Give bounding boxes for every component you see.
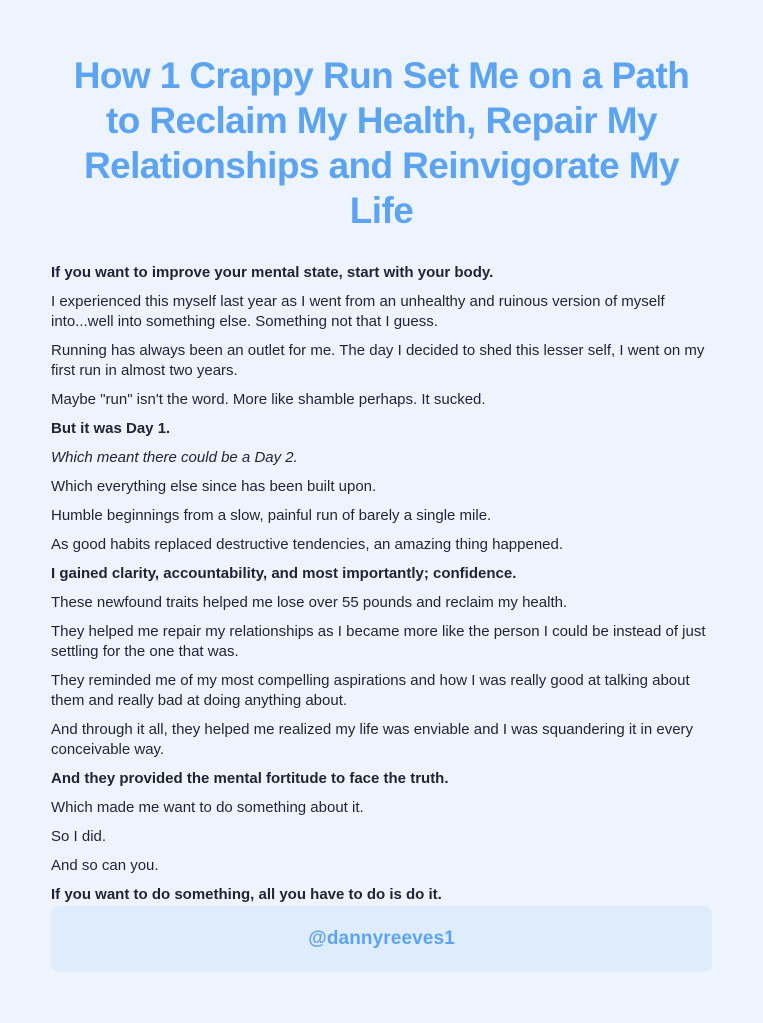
body-paragraph: Which everything else since has been built upon. <box>51 478 377 495</box>
body-paragraph: Running has always been an outlet for me. The day I decided to shed this lesser self, I went on my first run in almost two years. <box>51 342 705 379</box>
body-paragraph: Maybe "run" isn't the word. More like shamble perhaps. It sucked. <box>51 391 486 408</box>
body-paragraph: But it was Day 1. <box>51 420 171 437</box>
body-paragraph: And they provided the mental fortitude to face the truth. <box>51 770 449 787</box>
body-paragraph: I experienced this myself last year as I went from an unhealthy and ruinous version of myself into...well into something else. Something not that I guess. <box>51 293 665 330</box>
body-paragraph: Which made me want to do something about it. <box>51 799 364 816</box>
body-paragraph: They helped me repair my relationships as I became more like the person I could be instead of just settling for the one that was. <box>51 623 706 660</box>
body-paragraph: I gained clarity, accountability, and most importantly; confidence. <box>51 565 517 582</box>
post-title: How 1 Crappy Run Set Me on a Path to Reclaim My Health, Repair My Relationships and Reinvigorate My Life <box>73 55 690 231</box>
author-handle[interactable]: @dannyreeves1 <box>308 928 455 949</box>
body-paragraph: Which meant there could be a Day 2. <box>51 449 298 466</box>
author-handle-box <box>51 906 712 972</box>
body-paragraph: Humble beginnings from a slow, painful run of barely a single mile. <box>51 507 492 524</box>
post-body <box>51 263 712 905</box>
body-paragraph: And so can you. <box>51 857 159 874</box>
body-paragraph: So I did. <box>51 828 107 845</box>
body-paragraph: If you want to improve your mental state, start with your body. <box>51 264 494 281</box>
body-paragraph: And through it all, they helped me realized my life was enviable and I was squandering it in every conceivable way. <box>51 721 694 758</box>
body-paragraph: They reminded me of my most compelling aspirations and how I was really good at talking about them and really bad at doing anything about. <box>51 672 690 709</box>
body-paragraph: These newfound traits helped me lose over 55 pounds and reclaim my health. <box>51 594 568 611</box>
body-paragraph: As good habits replaced destructive tendencies, an amazing thing happened. <box>51 536 564 553</box>
body-paragraph: If you want to do something, all you have to do is do it. <box>51 886 442 903</box>
